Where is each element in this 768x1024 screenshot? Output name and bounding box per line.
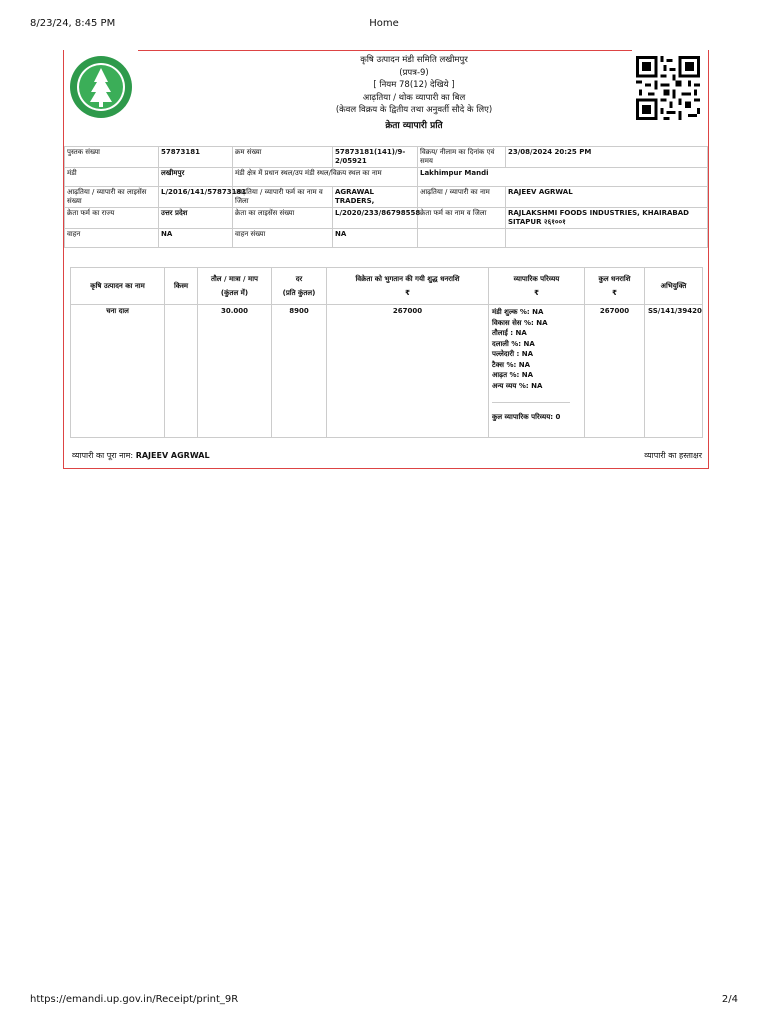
charge-tax: टैक्स %: NA — [492, 360, 530, 369]
print-url: https://emandi.up.gov.in/Receipt/print_9R — [30, 994, 239, 1005]
trader-name-label: व्यापारी का पूरा नाम: — [72, 451, 134, 460]
info-label: पुस्तक संख्या — [65, 147, 159, 168]
receipt-form — [63, 50, 709, 469]
header-total-label: कुल धनराशि — [598, 275, 631, 283]
table-row — [71, 305, 703, 438]
trader-signature-label: व्यापारी का हस्ताक्षर — [644, 451, 702, 460]
info-value: 57873181 — [159, 147, 233, 168]
charge-vikas-cess: विकास सेस %: NA — [492, 318, 548, 327]
print-title: Home — [369, 18, 399, 29]
info-row — [65, 187, 708, 208]
print-page-number: 2/4 — [721, 994, 738, 1005]
header-net-unit: ₹ — [405, 289, 410, 297]
info-label — [418, 229, 506, 248]
cell-variety — [165, 305, 198, 438]
charge-mandi-fee: मंडी शुल्क %: NA — [492, 308, 544, 316]
info-value: RAJEEV AGRWAL — [506, 187, 708, 208]
bill-title: आढ़तिया / थोक व्यापारी का बिल — [362, 92, 466, 103]
header-remarks: अभियुक्ति — [645, 268, 703, 305]
charge-dalali: दलाली %: NA — [492, 339, 535, 348]
header-product: कृषि उत्पादन का नाम — [71, 268, 165, 305]
header-net-label: विक्रेता को भुगतान की गयी शुद्ध धनराशि — [355, 275, 460, 283]
header-total-unit: ₹ — [612, 289, 617, 297]
info-label: वाहन — [65, 229, 159, 248]
info-label: आढ़तिया / व्यापारी का लाइसेंस संख्या — [65, 187, 159, 208]
transaction-info-table — [64, 146, 708, 248]
header-expense — [489, 268, 585, 305]
header-rate-unit: (प्रति कुंतल) — [282, 289, 316, 297]
charge-taulai: तौलाई : NA — [492, 329, 527, 337]
info-value: NA — [333, 229, 418, 248]
form-number: (प्रपत्र-9) — [399, 67, 429, 78]
cell-rate: 8900 — [272, 305, 327, 438]
info-label: क्रेता फर्म का राज्य — [65, 208, 159, 229]
header-variety: किस्म — [165, 268, 198, 305]
charge-aadhat: आढ़त %: NA — [492, 371, 534, 379]
charge-other: अन्य व्यय %: NA — [492, 381, 543, 390]
print-date: 8/23/24, 8:45 PM — [30, 18, 116, 29]
qr-code-icon — [636, 55, 700, 121]
info-label: वाहन संख्या — [233, 229, 333, 248]
info-label: मंडी क्षेत्र में प्रधान स्थल/उप मंडी स्थल/विक्रय स्थल का नाम — [233, 168, 418, 187]
info-label: आढ़तिया / व्यापारी फर्म का नाम व जिला — [233, 187, 333, 208]
cell-net-amount: 267000 — [327, 305, 489, 438]
trader-full-name — [72, 450, 210, 461]
info-value: 57873181(141)/9-2/05921 — [333, 147, 418, 168]
cell-product: चना दाल — [71, 305, 165, 438]
committee-name: कृषि उत्पादन मंडी समिति लखीमपुर — [360, 55, 468, 65]
bill-subtitle: (केवल विक्रय के द्वितीय तथा अनुवर्ती सौदे के लिए) — [335, 105, 493, 115]
cell-remarks: SS/141/39420 — [645, 305, 703, 438]
info-row — [65, 229, 708, 248]
header-rate — [272, 268, 327, 305]
info-label: आढ़तिया / व्यापारी का नाम — [418, 187, 506, 208]
charge-palledari: पल्लेदारी : NA — [492, 350, 534, 358]
charge-total: कुल व्यापारिक परिव्यय: 0 — [492, 413, 561, 421]
info-row — [65, 168, 708, 187]
info-label: क्रम संख्या — [233, 147, 333, 168]
cell-total-amount: 267000 — [585, 305, 645, 438]
info-label: क्रेता फर्म का नाम व जिला — [418, 208, 506, 229]
info-label: मंडी — [65, 168, 159, 187]
info-label: विक्रय/ नीलाम का दिनांक एवं समय — [418, 147, 506, 168]
info-value: L/2020/233/86798558 — [333, 208, 418, 229]
info-value: लखीमपुर — [159, 168, 233, 187]
info-row — [65, 208, 708, 229]
cell-weight: 30.000 — [198, 305, 272, 438]
info-value: उत्तर प्रदेश — [159, 208, 233, 229]
header-weight-label: तौल / मात्रा / माप — [210, 275, 259, 283]
produce-items-table — [70, 267, 703, 438]
mandi-emblem-icon — [68, 54, 134, 120]
info-value: L/2016/141/57873181 — [159, 187, 233, 208]
header-expense-label: व्यापारिक परिव्यय — [513, 275, 560, 283]
copy-label: क्रेता व्यापारी प्रति — [385, 120, 443, 131]
info-value — [506, 229, 708, 248]
items-header-row — [71, 268, 703, 305]
info-value: Lakhimpur Mandi — [418, 168, 708, 187]
receipt-heading — [204, 54, 624, 132]
charges-divider — [492, 402, 570, 403]
browser-print-header — [30, 18, 738, 32]
header-weight-unit: (कुंतल में) — [220, 289, 249, 297]
info-value: NA — [159, 229, 233, 248]
info-value: AGRAWAL TRADERS, — [333, 187, 418, 208]
header-total — [585, 268, 645, 305]
header-rate-label: दर — [295, 275, 303, 283]
info-label: क्रेता का लाइसेंस संख्या — [233, 208, 333, 229]
header-weight — [198, 268, 272, 305]
info-value: 23/08/2024 20:25 PM — [506, 147, 708, 168]
rule-reference: [ नियम 78(12) देखिये ] — [373, 80, 455, 90]
trader-name-value: RAJEEV AGRWAL — [135, 451, 210, 460]
info-row — [65, 147, 708, 168]
info-value: RAJLAKSHMI FOODS INDUSTRIES, KHAIRABAD SITAPUR २६१००१ — [506, 208, 708, 229]
header-expense-unit: ₹ — [534, 289, 539, 297]
header-net-amount — [327, 268, 489, 305]
cell-charges — [489, 305, 585, 438]
